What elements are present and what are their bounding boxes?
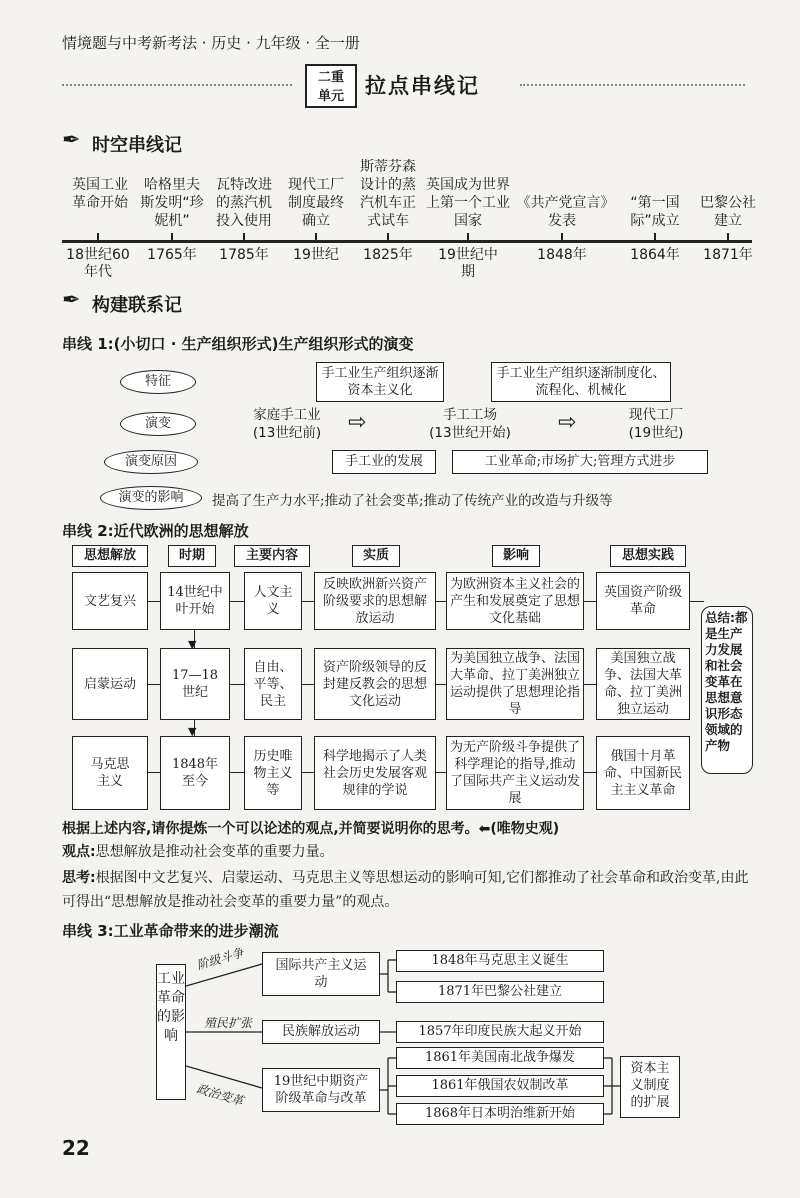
- row-practice: 英国资产阶级革命: [596, 572, 690, 630]
- timeline-tick: [467, 233, 469, 241]
- feature-box-2: 手工业生产组织逐渐制度化、流程化、机械化: [491, 362, 671, 402]
- timeline-axis: [62, 240, 752, 243]
- connector: [302, 601, 314, 602]
- timeline-tick: [387, 233, 389, 241]
- timeline-event: 哈格里夫斯发明“珍妮机”: [140, 177, 204, 229]
- connector: [302, 684, 314, 685]
- label-reason: 演变原因: [104, 450, 198, 474]
- down-arrow-icon: ▼: [188, 638, 197, 651]
- branch-node: 19世纪中期资产阶级革命与改革: [262, 1068, 380, 1112]
- leaf-box: 1861年俄国农奴制改革: [396, 1075, 604, 1097]
- timeline-date: 1871年: [703, 247, 753, 263]
- quill-icon: ✒: [62, 288, 81, 313]
- strand2-title: 串线 2:近代欧洲的思想解放: [62, 522, 249, 540]
- timeline-tick: [654, 233, 656, 241]
- row-impact: 为欧洲资本主义社会的产生和发展奠定了思想文化基础: [446, 572, 584, 630]
- timeline-date: 1848年: [537, 247, 587, 263]
- row-essence: 科学地揭示了人类社会历史发展客观规律的学说: [314, 736, 436, 810]
- timeline-tick: [171, 233, 173, 241]
- reason-box-1: 手工业的发展: [332, 450, 436, 474]
- col-header: 主要内容: [234, 545, 310, 567]
- row-name: 文艺复兴: [72, 572, 148, 630]
- think-label: 思考:: [62, 870, 96, 886]
- summary-note: [701, 606, 753, 774]
- stage-name: 现代工厂: [629, 407, 683, 423]
- timeline-date: 1785年: [219, 247, 269, 263]
- connector: [230, 601, 244, 602]
- row-period: 14世纪中叶开始: [160, 572, 230, 630]
- connector: [148, 684, 160, 685]
- unit-label-line1: 二重: [317, 70, 344, 85]
- timeline-event: 《共产党宣言》发表: [516, 195, 608, 229]
- branch-node: 民族解放运动: [262, 1020, 380, 1044]
- row-name: 马克思主义: [72, 736, 148, 810]
- timeline-event: 英国工业革命开始: [72, 177, 128, 211]
- unit-banner: [305, 64, 505, 108]
- row-period: 17—18世纪: [160, 648, 230, 720]
- timeline-event: 巴黎公社建立: [700, 195, 756, 229]
- connector: [584, 601, 596, 602]
- think-paragraph: [62, 866, 752, 914]
- strand3-title: 串线 3:工业革命带来的进步潮流: [62, 922, 279, 940]
- row-content: 人文主义: [244, 572, 302, 630]
- connector: [584, 684, 596, 685]
- leaf-box: 1868年日本明治维新开始: [396, 1103, 604, 1125]
- quill-icon: ✒: [62, 128, 81, 153]
- down-arrow-icon: ▼: [188, 725, 197, 738]
- row-essence: 资产阶级领导的反封建反教会的思想文化运动: [314, 648, 436, 720]
- unit-label-line2: 单元: [317, 89, 344, 104]
- summary-label: 总结:: [705, 610, 735, 625]
- hollow-arrow-icon: ⇨: [348, 410, 367, 435]
- leaf-box: 1857年印度民族大起义开始: [396, 1021, 604, 1043]
- page-number: 22: [62, 1136, 90, 1160]
- col-header: 思想实践: [610, 545, 686, 567]
- stage-period: (13世纪开始): [429, 425, 511, 441]
- feature-box-1: 手工业生产组织逐渐资本主义化: [316, 362, 444, 402]
- reason-box-2: 工业革命;市场扩大;管理方式进步: [452, 450, 708, 474]
- row-practice: 俄国十月革命、中国新民主主义革命: [596, 736, 690, 810]
- timeline-date: 1825年: [363, 247, 413, 263]
- stage-workshop: [410, 406, 530, 442]
- row-impact: 为无产阶级斗争提供了科学理论的指导,推动了国际共产主义运动发展: [446, 736, 584, 810]
- timeline-event: 斯蒂芬森设计的蒸汽机车正式试车: [360, 159, 416, 229]
- col-header: 影响: [492, 545, 540, 567]
- row-practice: 美国独立战争、法国大革命、拉丁美洲独立运动: [596, 648, 690, 720]
- question-prompt: [62, 818, 559, 838]
- connector: [230, 684, 244, 685]
- timeline-event: 现代工厂制度最终确立: [288, 177, 344, 229]
- label-evolution: 演变: [120, 412, 196, 436]
- timeline-date: 1864年: [630, 247, 680, 263]
- question-text: 根据上述内容,请你提炼一个可以论述的观点,并简要说明你的思考。: [62, 821, 479, 837]
- stage-name: 手工工场: [443, 407, 497, 423]
- connector: [302, 772, 314, 773]
- connector: [148, 772, 160, 773]
- timeline-section-title: 时空串线记: [92, 135, 182, 156]
- connector: [436, 772, 446, 773]
- row-name: 启蒙运动: [72, 648, 148, 720]
- result-lines: [604, 1050, 620, 1130]
- left-arrow-icon: ⬅: [478, 821, 491, 837]
- stage-period: (13世纪前): [252, 425, 322, 441]
- leaf-box: 1848年马克思主义诞生: [396, 950, 604, 972]
- build-section-title: 构建联系记: [92, 295, 182, 316]
- book-title: 情境题与中考新考法 · 历史 · 九年级 · 全一册: [62, 34, 360, 52]
- row-impact: 为美国独立战争、法国大革命、拉丁美洲独立运动提供了思想理论指导: [446, 648, 584, 720]
- stage-household: [232, 406, 342, 442]
- hollow-arrow-icon: ⇨: [558, 410, 577, 435]
- timeline-tick: [97, 233, 99, 241]
- connector: [436, 601, 446, 602]
- label-impact: 演变的影响: [100, 486, 202, 510]
- timeline-tick: [561, 233, 563, 241]
- row-essence: 反映欧洲新兴资产阶级要求的思想解放运动: [314, 572, 436, 630]
- row-content: 自由、平等、民主: [244, 648, 302, 720]
- label-feature: 特征: [120, 370, 196, 394]
- timeline-date: 18世纪60年代: [66, 247, 130, 280]
- unit-title: 拉点串线记: [365, 74, 480, 98]
- timeline-date: 1765年: [147, 247, 197, 263]
- unit-label: [305, 64, 357, 108]
- branch-label: 阶级斗争: [195, 945, 246, 973]
- result-box: 资本主义制度的扩展: [620, 1056, 680, 1118]
- leaf-box: 1861年美国南北战争爆发: [396, 1047, 604, 1069]
- view-label: 观点:: [62, 844, 96, 860]
- timeline-tick: [727, 233, 729, 241]
- timeline-event: 英国成为世界上第一个工业国家: [426, 177, 510, 229]
- timeline-date: 19世纪中期: [438, 247, 498, 280]
- connector: [690, 601, 704, 602]
- branch-label: 政治变革: [194, 1081, 245, 1109]
- question-tag: (唯物史观): [490, 821, 560, 837]
- summary-text: 都是生产力发展和社会变革在思想意识形态领域的产物: [705, 610, 748, 753]
- view-paragraph: [62, 840, 752, 864]
- strand1-title: 串线 1:(小切口 · 生产组织形式)生产组织形式的演变: [62, 335, 414, 353]
- timeline-tick: [243, 233, 245, 241]
- branch-label: 殖民扩张: [204, 1016, 253, 1030]
- timeline-tick: [315, 233, 317, 241]
- stage-name: 家庭手工业: [253, 407, 321, 423]
- row-content: 历史唯物主义等: [244, 736, 302, 810]
- connector: [584, 772, 596, 773]
- timeline-event: 瓦特改进的蒸汽机投入使用: [216, 177, 272, 229]
- leaf-box: 1871年巴黎公社建立: [396, 981, 604, 1003]
- connector: [148, 601, 160, 602]
- root-box: 工业革命的影响: [156, 964, 186, 1100]
- view-text: 思想解放是推动社会变革的重要力量。: [95, 844, 334, 860]
- connector: [436, 684, 446, 685]
- connector: [230, 772, 244, 773]
- think-text: 根据图中文艺复兴、启蒙运动、马克思主义等思想运动的影响可知,它们都推动了社会革命和政治变革,由此可得出“思想解放是推动社会变革的重要力量”的观点。: [62, 870, 749, 910]
- stage-period: (19世纪): [628, 425, 684, 441]
- timeline-event: “第一国际”成立: [630, 195, 680, 229]
- impact-text: 提高了生产力水平;推动了社会变革;推动了传统产业的改造与升级等: [212, 493, 613, 509]
- timeline-date: 19世纪: [293, 247, 339, 263]
- col-header: 实质: [352, 545, 400, 567]
- col-header: 时期: [168, 545, 216, 567]
- branch-node: 国际共产主义运动: [262, 952, 380, 996]
- stage-factory: [606, 406, 706, 442]
- header-divider-left: [62, 84, 292, 86]
- header-divider-right: [520, 84, 745, 86]
- col-header: 思想解放: [72, 545, 148, 567]
- row-period: 1848年至今: [160, 736, 230, 810]
